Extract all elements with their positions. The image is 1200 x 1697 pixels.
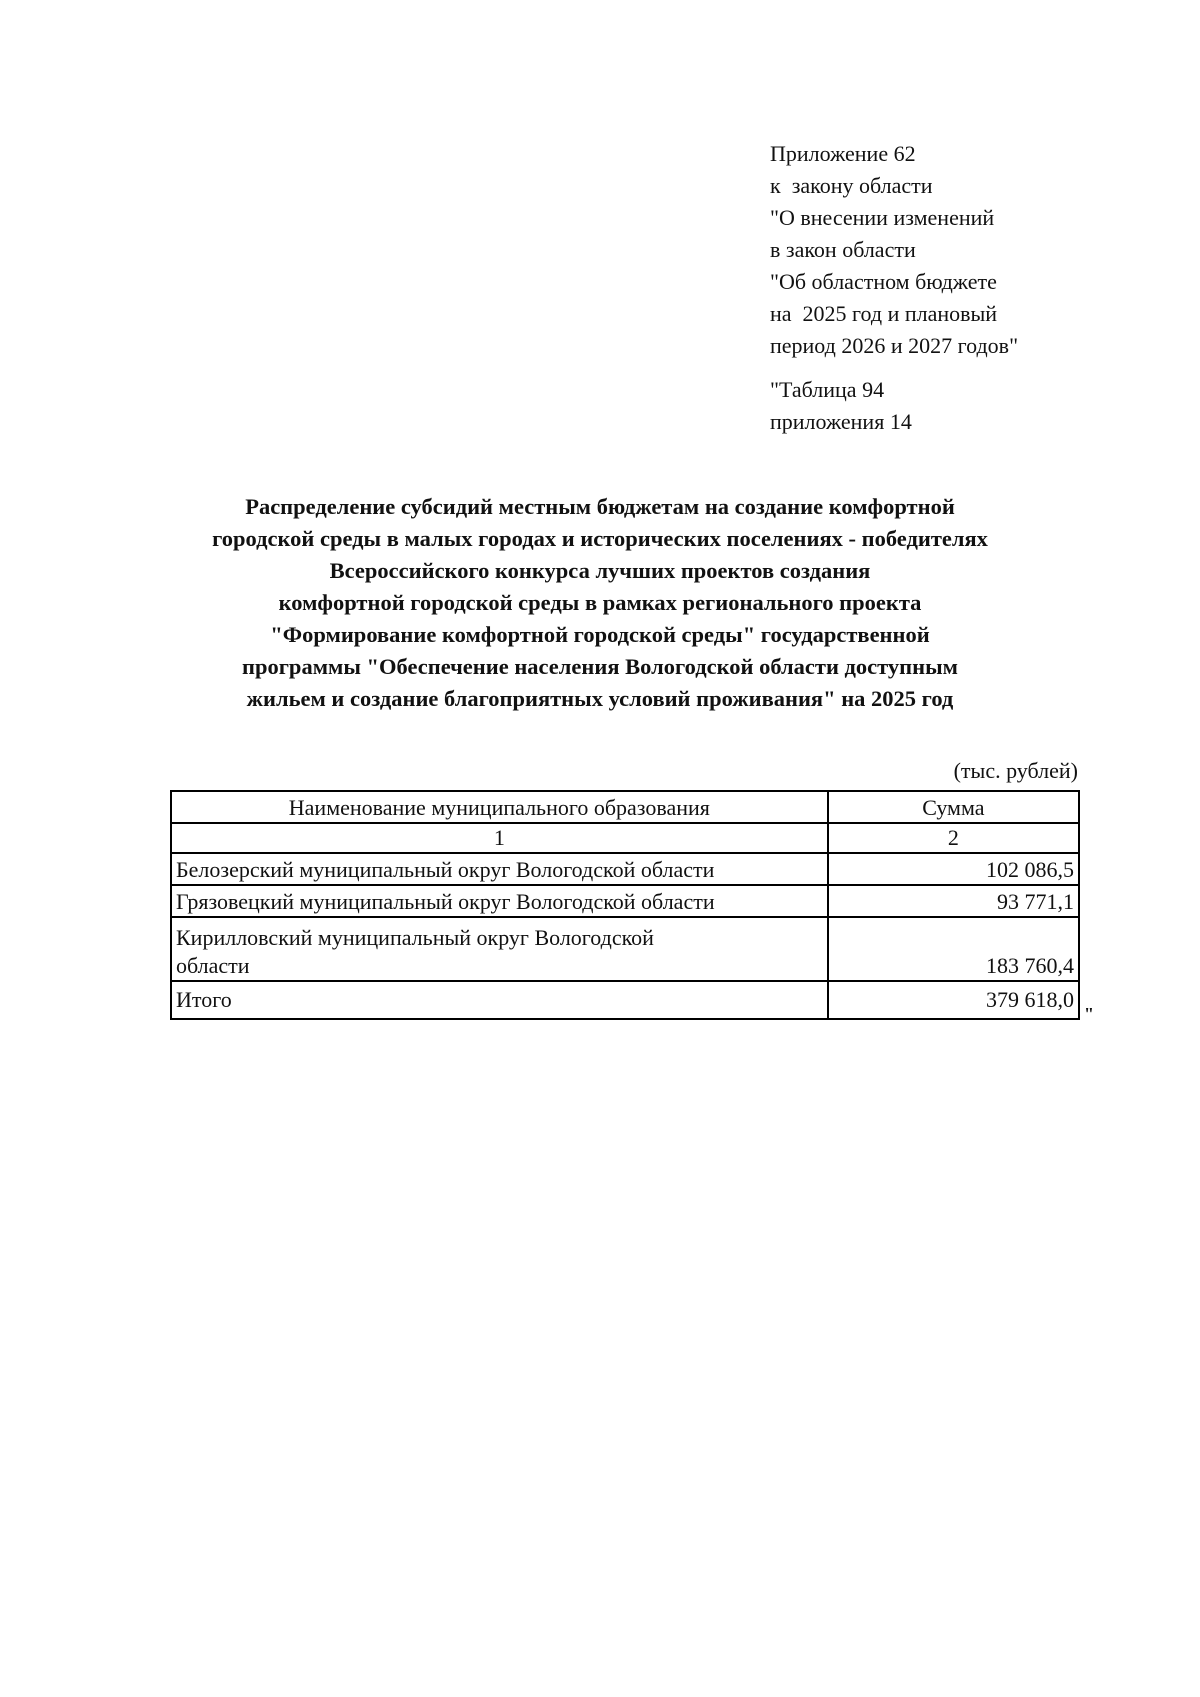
appendix-reference (770, 138, 1170, 362)
table-reference (770, 374, 1170, 438)
municipality-name-line: Кирилловский муниципальный округ Вологодской (176, 925, 654, 950)
municipality-name (171, 917, 828, 981)
title-line: комфортной городской среды в рамках регионального проекта (278, 590, 922, 615)
subsidy-table (170, 790, 1080, 1020)
municipality-name: Белозерский муниципальный округ Вологодской области (171, 853, 828, 885)
column-number-name: 1 (171, 823, 828, 853)
title-line: жильем и создание благоприятных условий проживания" на 2025 год (246, 686, 954, 711)
title-line: Всероссийского конкурса лучших проектов создания (329, 558, 871, 583)
header-name: Наименование муниципального образования (171, 791, 828, 823)
total-amount: 379 618,0 (828, 981, 1079, 1019)
column-number-sum: 2 (828, 823, 1079, 853)
table-row (171, 853, 1079, 885)
table-header-row (171, 791, 1079, 823)
municipality-name: Грязовецкий муниципальный округ Вологодской области (171, 885, 828, 917)
units-label: (тыс. рублей) (953, 758, 1078, 783)
municipality-name-line: области (176, 953, 250, 978)
column-number-row (171, 823, 1079, 853)
header-sum: Сумма (828, 791, 1079, 823)
table-row (171, 917, 1079, 981)
total-label: Итого (171, 981, 828, 1019)
title-line: "Формирование комфортной городской среды" государственной (270, 622, 930, 647)
appendix-line: период 2026 и 2027 годов" (770, 333, 1019, 358)
appendix-line: Приложение 62 (770, 141, 916, 166)
appendix-line: в закон области (770, 237, 916, 262)
appendix-line: "Об областном бюджете (770, 269, 997, 294)
appendix-line: к закону области (770, 173, 933, 198)
table-ref-line: приложения 14 (770, 409, 912, 434)
closing-quote-mark: " (1084, 1004, 1094, 1024)
title-line: программы "Обеспечение населения Вологодской области доступным (241, 654, 958, 679)
appendix-line: на 2025 год и плановый (770, 301, 998, 326)
table-ref-line: "Таблица 94 (770, 377, 885, 402)
total-row (171, 981, 1079, 1019)
document-title (150, 491, 1050, 715)
appendix-line: "О внесении изменений (770, 205, 995, 230)
table-row (171, 885, 1079, 917)
subsidy-amount: 102 086,5 (828, 853, 1079, 885)
title-line: Распределение субсидий местным бюджетам на создание комфортной (245, 494, 955, 519)
subsidy-amount: 183 760,4 (828, 917, 1079, 981)
subsidy-amount: 93 771,1 (828, 885, 1079, 917)
title-line: городской среды в малых городах и исторических поселениях - победителях (212, 526, 988, 551)
